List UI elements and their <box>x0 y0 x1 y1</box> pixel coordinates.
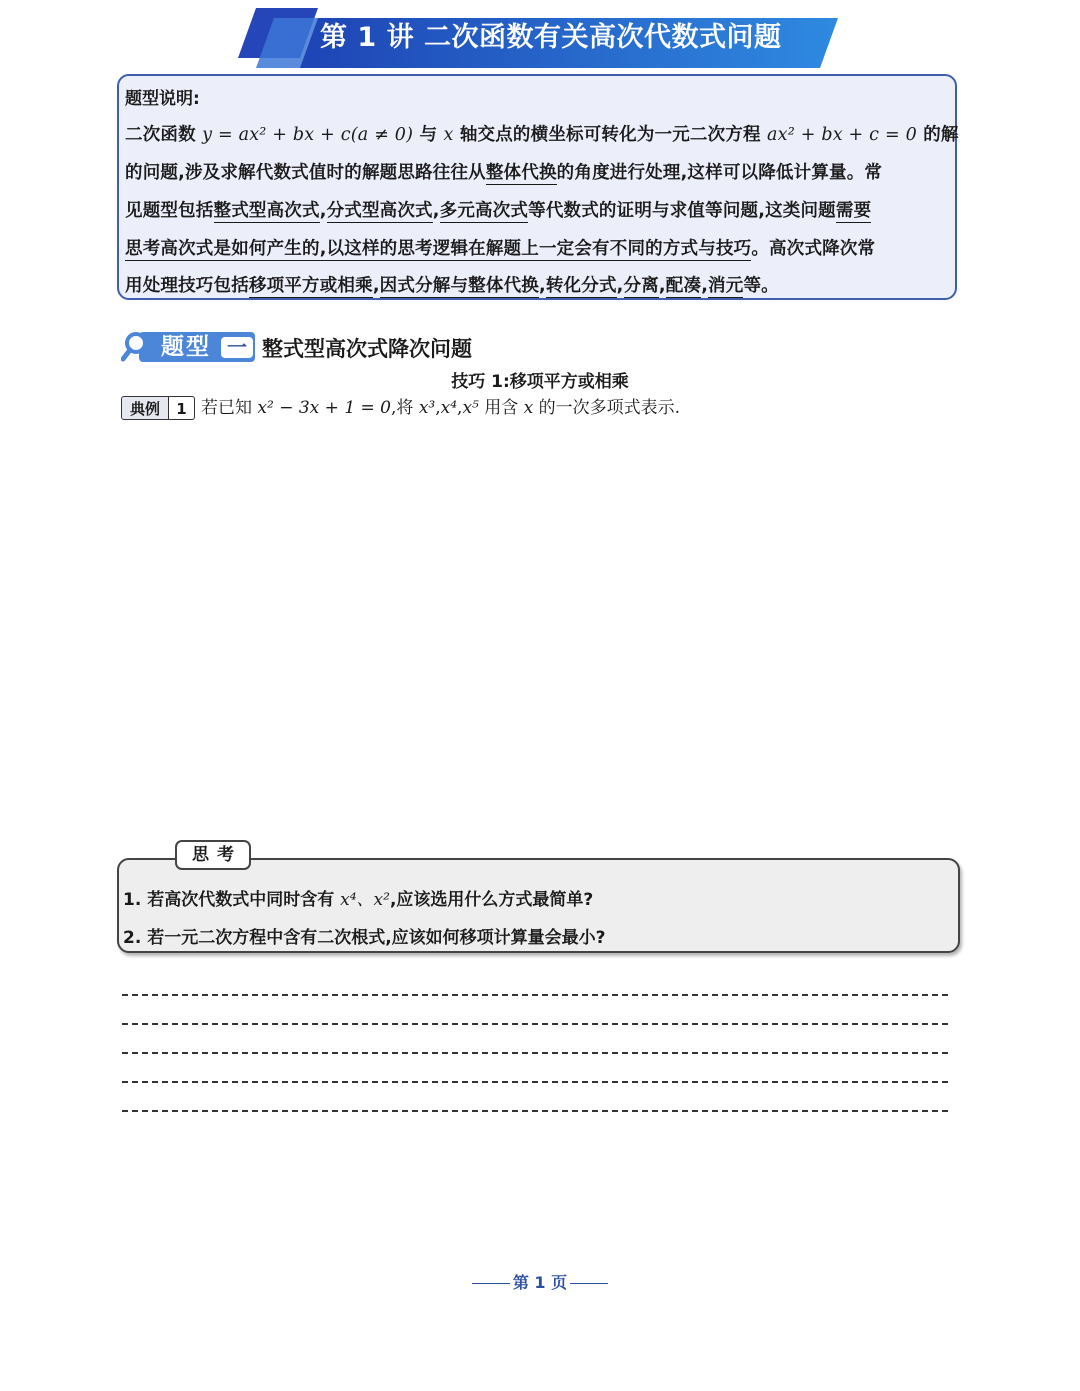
answer-line[interactable] <box>122 1110 948 1112</box>
think-text: 1. 若高次代数式中同时含有 <box>123 890 341 910</box>
think-text: ,应该选用什么方式最简单? <box>389 890 594 910</box>
example-math: x³ <box>418 398 436 418</box>
underlined-term: 整体代换 <box>485 163 557 183</box>
underlined-term: 分离 <box>623 276 659 296</box>
example-math: x⁴ <box>440 398 458 418</box>
intro-text: 与 <box>413 125 444 145</box>
intro-text: 的角度进行处理,这样可以降低计算量。常 <box>556 163 883 183</box>
intro-text: , <box>616 276 624 296</box>
answer-lines <box>122 994 948 1139</box>
intro-text: 等代数式的证明与求值等问题,这类问题 <box>528 201 836 221</box>
underlined-term: 转化分式 <box>545 276 617 296</box>
intro-text: 。高次式降次常 <box>751 239 876 259</box>
underlined-term: 配凑 <box>665 276 702 296</box>
intro-text: 二次函数 <box>125 125 203 145</box>
intro-line-3 <box>125 197 871 222</box>
intro-text: 等。 <box>743 276 779 296</box>
magnifier-icon <box>121 331 151 363</box>
example-math: x² − 3x + 1 = 0 <box>257 398 391 418</box>
example-tag: 典例 <box>121 396 169 420</box>
think-tab: 思考 <box>175 840 251 870</box>
intro-line-2 <box>125 159 882 184</box>
example-text <box>201 396 680 420</box>
example-math: x⁵ <box>462 398 479 418</box>
answer-line[interactable] <box>122 1052 948 1054</box>
intro-text: , <box>658 276 666 296</box>
example-text-part: 的一次多项式表示. <box>533 398 681 418</box>
footer-dash-left <box>472 1283 510 1284</box>
intro-text: 用处理技巧包括 <box>125 276 249 296</box>
intro-box <box>117 74 957 300</box>
intro-text: , <box>432 201 440 221</box>
page-title: 第 1 讲 二次函数有关高次代数式问题 <box>320 22 782 53</box>
intro-math: x <box>443 125 454 145</box>
underlined-term: 思考高次式是如何产生的,以这样的思考逻辑在解题上一定会有不同的方式与技巧 <box>125 239 752 259</box>
badge-number: 一 <box>221 337 253 358</box>
intro-text: 见题型包括 <box>125 201 214 221</box>
intro-heading: 题型说明: <box>125 89 200 109</box>
intro-text: , <box>538 276 546 296</box>
intro-text: , <box>701 276 709 296</box>
example-text-part: , <box>457 398 463 418</box>
example-text-part: , <box>435 398 441 418</box>
intro-text: , <box>319 201 327 221</box>
example-text-part: 若已知 <box>201 398 258 418</box>
badge-box <box>139 332 255 362</box>
intro-line-5 <box>125 272 779 297</box>
intro-text: 的解 <box>916 125 959 145</box>
answer-line[interactable] <box>122 1023 948 1025</box>
answer-line[interactable] <box>122 1081 948 1083</box>
intro-text: 的问题,涉及求解代数式值时的解题思路往往从 <box>125 163 486 183</box>
intro-text: 轴交点的横坐标可转化为一元二次方程 <box>453 125 768 145</box>
example-number: 1 <box>169 396 195 420</box>
badge-label: 题型 <box>161 334 211 360</box>
underlined-term: 多元高次式 <box>439 201 529 221</box>
think-question-2: 2. 若一元二次方程中含有二次根式,应该如何移项计算量会最小? <box>123 928 606 948</box>
underlined-term: 需要 <box>835 201 872 221</box>
example-math: x <box>523 398 534 418</box>
section-badge <box>121 331 257 363</box>
example-text-part: ,将 <box>391 398 419 418</box>
page-footer <box>0 1270 1080 1293</box>
think-math: x⁴、x² <box>340 890 390 910</box>
underlined-term: 消元 <box>708 276 744 296</box>
intro-math: ax² + bx + c = 0 <box>767 125 917 145</box>
underlined-term: 移项平方或相乘 <box>248 276 373 296</box>
intro-text: , <box>372 276 380 296</box>
page-number: 第 1 页 <box>512 1273 568 1292</box>
think-box <box>117 858 960 953</box>
section-title: 整式型高次式降次问题 <box>262 337 472 361</box>
think-question-1 <box>123 885 593 910</box>
underlined-term: 分式型高次式 <box>326 201 433 221</box>
underlined-term: 整式型高次式 <box>213 201 320 221</box>
title-banner <box>238 8 838 68</box>
intro-line-1 <box>125 121 959 146</box>
example-text-part: 用含 <box>478 398 524 418</box>
technique-title: 技巧 1:移项平方或相乘 <box>451 372 629 392</box>
footer-dash-right <box>570 1283 608 1284</box>
intro-math: y = ax² + bx + c(a ≠ 0) <box>202 125 414 145</box>
answer-line[interactable] <box>122 994 948 996</box>
underlined-term: 因式分解与整体代换 <box>379 276 539 296</box>
intro-line-4 <box>125 235 875 260</box>
